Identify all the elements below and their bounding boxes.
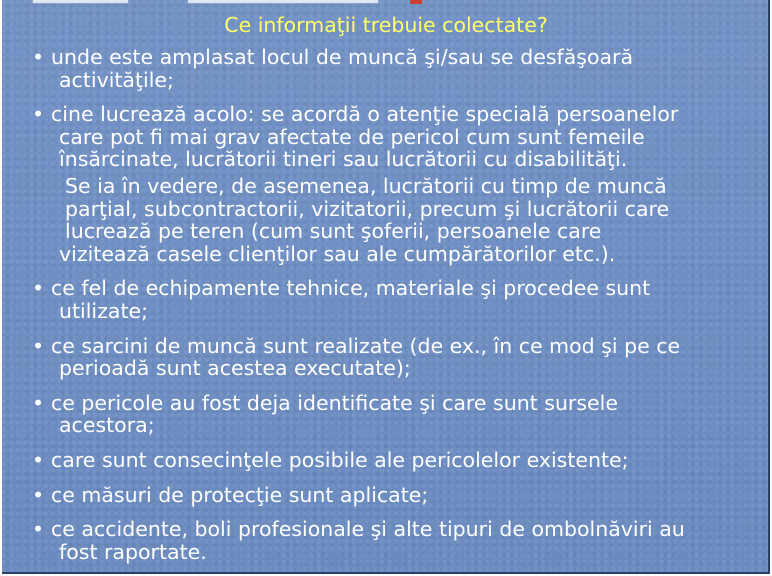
bullet-text: activităţile; <box>59 67 174 92</box>
top-toolbar-strip <box>32 0 432 4</box>
bullet-item <box>2 335 770 380</box>
bullet-icon: • <box>32 482 45 507</box>
bullet-icon: • <box>32 45 45 69</box>
bullet-text: ce măsuri de protecţie sunt aplicate; <box>51 482 429 507</box>
paragraph-line: lucrează pe teren (cum sunt şoferii, persoanele care <box>65 219 602 244</box>
toolbar-fragment <box>187 0 379 4</box>
bullet-item <box>2 518 770 563</box>
bullet-item <box>2 277 770 322</box>
slide-title: Ce informaţii trebuie colectate? <box>224 13 548 37</box>
note-paragraph <box>2 175 770 265</box>
bullet-text: cine lucrează acolo: se acordă o atenţie specială persoanelor <box>51 102 679 127</box>
bullet-item <box>2 449 770 472</box>
slide-content <box>2 46 770 563</box>
bullet-text: ce fel de echipamente tehnice, materiale şi procedee sunt <box>51 276 651 301</box>
bullet-text: acestora; <box>59 413 155 438</box>
bullet-text: însărcinate, lucrătorii tineri sau lucrătorii cu disabilităţi. <box>59 147 628 172</box>
bullet-icon: • <box>32 102 45 127</box>
bullet-icon: • <box>32 390 45 415</box>
bullet-item <box>2 103 770 171</box>
bullet-icon: • <box>32 333 45 358</box>
paragraph-line: Se ia în vedere, de asemenea, lucrătorii cu timp de muncă <box>65 173 667 198</box>
bullet-text: care sunt consecinţele posibile ale pericolelor existente; <box>51 447 629 472</box>
bullet-text: fost raportate. <box>59 539 207 564</box>
paragraph-line: parţial, subcontractorii, vizitatorii, precum şi lucrătorii care <box>65 196 670 221</box>
toolbar-red-icon <box>410 0 422 4</box>
bullet-icon: • <box>32 517 45 542</box>
toolbar-fragment <box>32 0 129 4</box>
bullet-text: unde este amplasat locul de muncă şi/sau se desfăşoară <box>51 45 634 69</box>
bullet-item <box>2 46 770 91</box>
bullet-text: perioadă sunt acestea executate); <box>59 356 411 381</box>
bullet-text: care pot fi mai grav afectate de pericol cum sunt femeile <box>59 124 645 149</box>
bullet-text: utilizate; <box>59 298 148 323</box>
bullet-text: ce accidente, boli profesionale şi alte tipuri de ombolnăviri au <box>51 517 685 542</box>
bullet-text: ce sarcini de muncă sunt realizate (de ex., în ce mod şi pe ce <box>51 333 681 358</box>
bullet-item <box>2 484 770 507</box>
bullet-text: ce pericole au fost deja identificate şi care sunt sursele <box>51 390 618 415</box>
slide <box>2 0 770 574</box>
bullet-icon: • <box>32 276 45 301</box>
bullet-item <box>2 392 770 437</box>
paragraph-line: vizitează casele clienţilor sau ale cumpărătorilor etc.). <box>59 241 616 266</box>
bullet-icon: • <box>32 447 45 472</box>
